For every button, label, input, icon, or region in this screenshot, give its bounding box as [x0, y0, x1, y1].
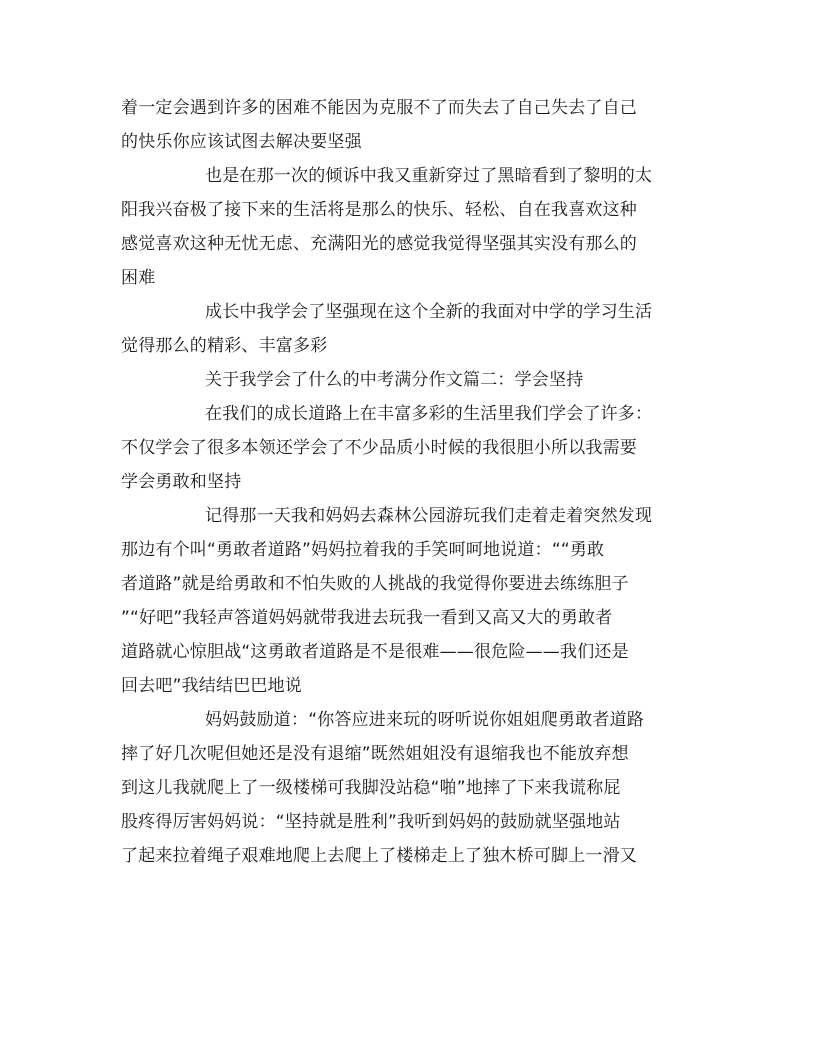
- text-line: 觉得那么的精彩、丰富多彩: [121, 336, 328, 356]
- text-line: 了起来拉着绳子艰难地爬上去爬上了楼梯走上了独木桥可脚上一滑又: [121, 846, 637, 866]
- text-line: 的快乐你应该试图去解决要坚强: [121, 132, 362, 152]
- text-line: 股疼得厉害妈妈说：“坚持就是胜利”我听到妈妈的鼓励就坚强地站: [121, 812, 621, 832]
- essay-body: [121, 91, 701, 873]
- text-line: 感觉喜欢这种无忧无虑、充满阳光的感觉我觉得坚强其实没有那么的: [121, 234, 637, 254]
- text-line: 困难: [121, 268, 156, 288]
- text-line: 到这儿我就爬上了一级楼梯可我脚没站稳“啪”地摔了下来我谎称屁: [121, 778, 621, 798]
- paragraph-start-line: 也是在那一次的倾诉中我又重新穿过了黑暗看到了黎明的太: [205, 166, 653, 186]
- text-line: ”“好吧”我轻声答道妈妈就带我进去玩我一看到又高又大的勇敢者: [121, 608, 613, 628]
- text-line: 摔了好几次呢但她还是没有退缩”既然姐姐没有退缩我也不能放弃想: [121, 744, 629, 764]
- text-line: 不仅学会了很多本领还学会了不少品质小时候的我很胆小所以我需要: [121, 438, 637, 458]
- text-line: 回去吧”我结结巴巴地说: [121, 676, 303, 696]
- section-heading: 关于我学会了什么的中考满分作文篇二：学会坚持: [205, 370, 584, 390]
- paragraph-start-line: 妈妈鼓励道：“你答应进来玩的呀听说你姐姐爬勇敢者道路: [205, 710, 645, 730]
- paragraph-start-line: 在我们的成长道路上在丰富多彩的生活里我们学会了许多：: [205, 404, 653, 424]
- text-line: 着一定会遇到许多的困难不能因为克服不了而失去了自己失去了自己: [121, 98, 637, 118]
- paragraph-start-line: 成长中我学会了坚强现在这个全新的我面对中学的学习生活: [205, 302, 653, 322]
- paragraph-start-line: 记得那一天我和妈妈去森林公园游玩我们走着走着突然发现: [205, 506, 653, 526]
- text-line: 阳我兴奋极了接下来的生活将是那么的快乐、轻松、自在我喜欢这种: [121, 200, 637, 220]
- text-line: 者道路”就是给勇敢和不怕失败的人挑战的我觉得你要进去练练胆子: [121, 574, 629, 594]
- text-line: 那边有个叫“勇敢者道路”妈妈拉着我的手笑呵呵地说道：““勇敢: [121, 540, 605, 560]
- text-line: 学会勇敢和坚持: [121, 472, 242, 492]
- text-line: 道路就心惊胆战“这勇敢者道路是不是很难——很危险——我们还是: [121, 642, 629, 662]
